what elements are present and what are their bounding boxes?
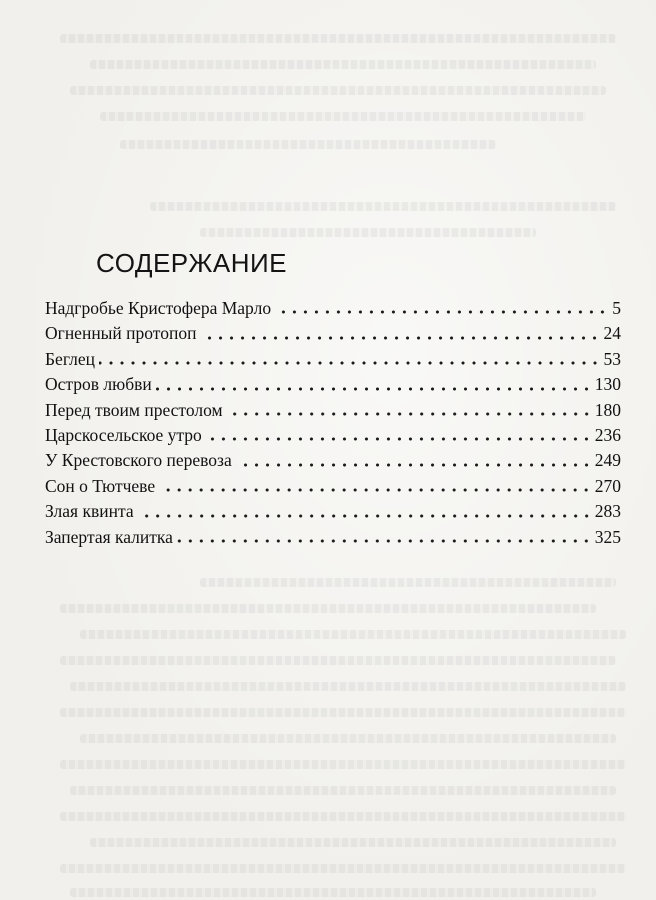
toc-entry-title: У Крестовского перевоза bbox=[45, 450, 232, 471]
dot-leader bbox=[99, 360, 601, 366]
toc-entry[interactable] bbox=[45, 398, 621, 423]
toc-entry-page: 249 bbox=[594, 450, 621, 471]
toc-entry-page: 270 bbox=[594, 475, 621, 496]
toc-entry-page: 53 bbox=[603, 348, 621, 369]
show-through-line bbox=[100, 112, 586, 121]
toc-entry-title: Огненный протопоп bbox=[45, 323, 197, 344]
dot-leader bbox=[156, 386, 592, 392]
show-through-line bbox=[60, 656, 616, 665]
toc-entry-title: Царскосельское утро bbox=[45, 424, 202, 445]
show-through-line bbox=[60, 604, 596, 613]
show-through-line bbox=[70, 888, 596, 897]
show-through-line bbox=[60, 760, 626, 769]
toc-entry-page: 283 bbox=[594, 501, 621, 522]
toc-entry-title: Остров любви bbox=[45, 374, 152, 395]
dot-leader bbox=[275, 309, 608, 315]
toc-entry[interactable] bbox=[45, 296, 621, 321]
toc-entry-title: Надгробье Кристофера Марло bbox=[45, 298, 272, 318]
page-title: СОДЕРЖАНИЕ bbox=[96, 248, 288, 278]
toc-entry[interactable] bbox=[45, 448, 621, 473]
toc-entry[interactable] bbox=[45, 423, 621, 448]
show-through-line bbox=[70, 682, 626, 691]
show-through-line bbox=[60, 34, 616, 43]
toc-entry-title: Перед твоим престолом bbox=[45, 399, 223, 420]
show-through-line bbox=[70, 86, 606, 95]
dot-leader bbox=[159, 487, 592, 493]
show-through-line bbox=[90, 838, 616, 847]
show-through-line bbox=[60, 864, 626, 873]
toc-entry[interactable] bbox=[45, 525, 621, 550]
toc-entry[interactable] bbox=[45, 499, 621, 524]
toc-entry-page: 24 bbox=[603, 323, 621, 344]
toc-entry-title: Беглец bbox=[45, 348, 95, 369]
dot-leader bbox=[206, 436, 592, 442]
show-through-line bbox=[120, 140, 496, 149]
show-through-line bbox=[200, 228, 536, 237]
toc-entry-page: 180 bbox=[594, 399, 621, 420]
toc-entry-title: Запертая калитка bbox=[45, 526, 173, 547]
toc-entry[interactable] bbox=[45, 474, 621, 499]
show-through-line bbox=[90, 60, 596, 69]
toc-entry-page: 325 bbox=[594, 526, 621, 547]
toc-entry[interactable] bbox=[45, 372, 621, 397]
toc-entry[interactable] bbox=[45, 321, 621, 346]
toc-entry-title: Сон о Тютчеве bbox=[45, 475, 156, 496]
show-through-line bbox=[150, 202, 616, 211]
toc-entry-page: 236 bbox=[594, 424, 621, 445]
dot-leader bbox=[177, 538, 592, 544]
table-of-contents bbox=[45, 296, 621, 550]
show-through-line bbox=[80, 734, 616, 743]
toc-entry-page: 130 bbox=[594, 374, 621, 395]
show-through-line bbox=[70, 786, 616, 795]
show-through-line bbox=[200, 578, 616, 587]
toc-entry[interactable] bbox=[45, 347, 621, 372]
dot-leader bbox=[200, 335, 600, 341]
dot-leader bbox=[227, 411, 592, 417]
show-through-line bbox=[60, 812, 626, 821]
toc-entry-page: 5 bbox=[612, 298, 621, 318]
toc-entry-title: Злая квинта bbox=[45, 501, 134, 522]
show-through-line bbox=[60, 708, 626, 717]
show-through-line bbox=[80, 630, 626, 639]
dot-leader bbox=[138, 513, 592, 519]
dot-leader bbox=[236, 462, 592, 468]
